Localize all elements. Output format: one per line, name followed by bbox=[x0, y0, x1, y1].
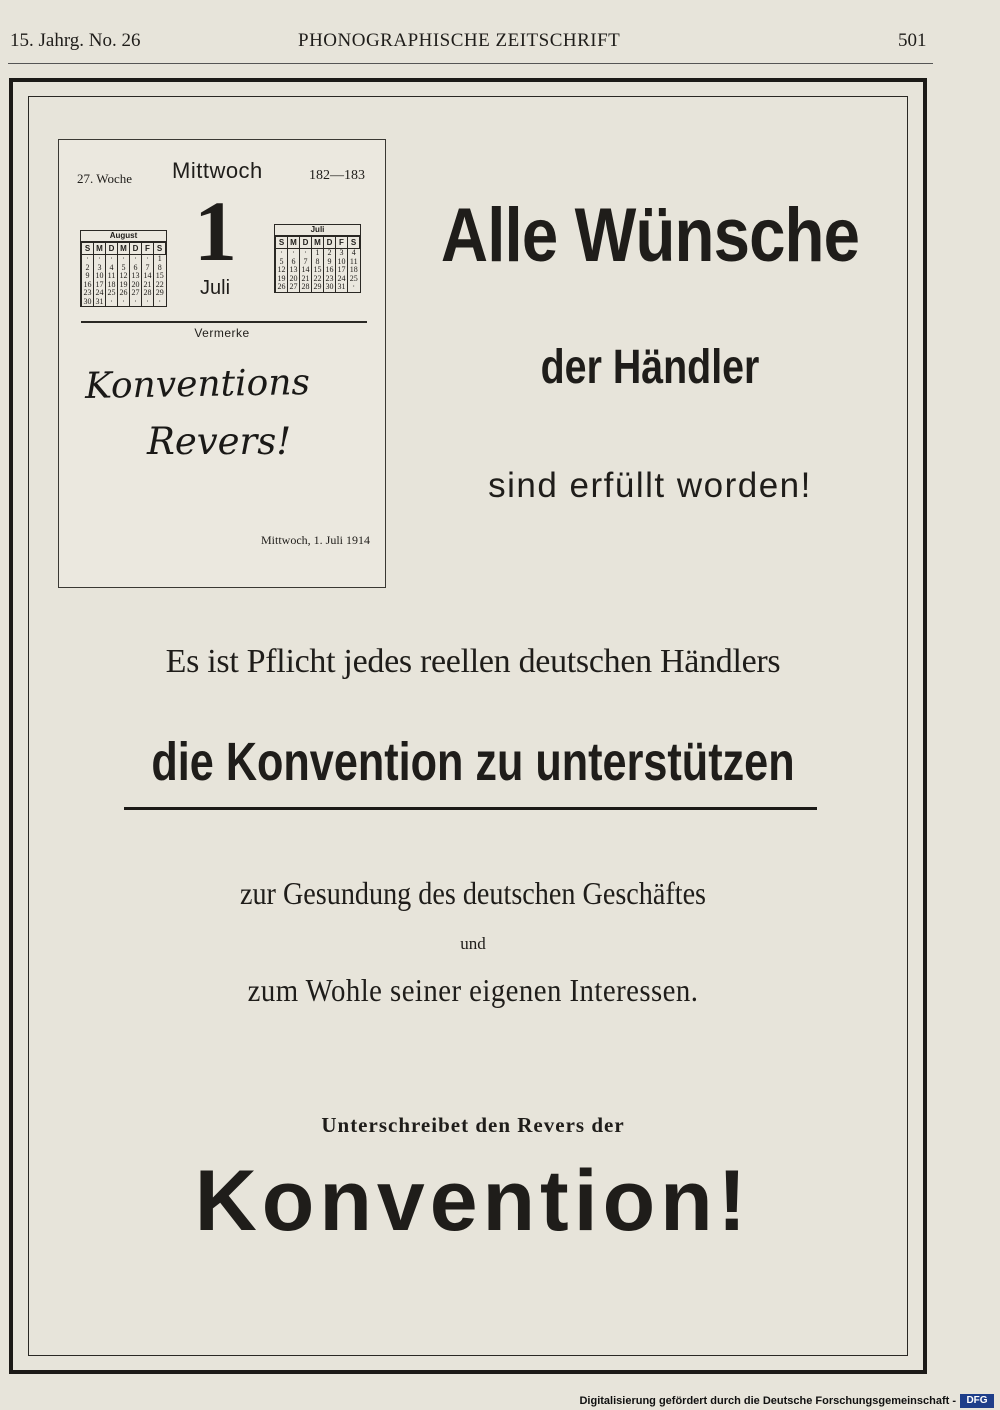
calendar-day-cell: 17 bbox=[337, 265, 346, 275]
health-statement: zur Gesundung des deutschen Geschäftes bbox=[239, 875, 707, 911]
handwritten-note-line-1: Konventions bbox=[84, 362, 311, 407]
mini-calendar-grid bbox=[81, 242, 166, 306]
calendar-day-cell: 13 bbox=[289, 265, 298, 275]
calendar-day-cell: · bbox=[130, 298, 142, 307]
weekday-header: S bbox=[348, 237, 360, 249]
weekday-header: M bbox=[118, 243, 130, 255]
calendar-month: Juli bbox=[200, 277, 231, 299]
weekday-header: D bbox=[324, 237, 336, 249]
calendar-day-cell: 27 bbox=[131, 288, 140, 298]
calendar-day-cell: 7 bbox=[142, 264, 154, 273]
weekday-header: D bbox=[300, 237, 312, 249]
calendar-day-cell: 8 bbox=[312, 258, 324, 267]
mini-calendar-grid bbox=[275, 236, 360, 292]
support-underline bbox=[124, 807, 817, 810]
calendar-day-cell: · bbox=[300, 249, 312, 258]
calendar-day-cell: 15 bbox=[313, 265, 322, 275]
calendar-day-cell: 16 bbox=[83, 279, 92, 289]
dfg-logo: DFG bbox=[960, 1394, 994, 1408]
calendar-week-row bbox=[276, 283, 360, 292]
calendar-day-cell: · bbox=[276, 249, 288, 258]
calendar-day-cell: 17 bbox=[95, 279, 104, 289]
weekday-header: M bbox=[312, 237, 324, 249]
calendar-day-cell: 4 bbox=[106, 264, 118, 273]
calendar-day-cell: 20 bbox=[289, 273, 298, 283]
calendar-day-cell: 10 bbox=[95, 271, 104, 281]
calendar-notes-label: Vermerke bbox=[194, 326, 250, 340]
calendar-weekday: Mittwoch bbox=[172, 158, 263, 183]
calendar-day-cell: · bbox=[106, 255, 118, 264]
calendar-day-cell: 12 bbox=[119, 271, 128, 281]
calendar-day-cell: 25 bbox=[107, 288, 116, 298]
duty-statement: Es ist Pflicht jedes reellen deutschen Händlers bbox=[165, 643, 781, 680]
calendar-day-cell: 24 bbox=[337, 273, 346, 283]
calendar-day-cell: · bbox=[142, 298, 154, 307]
calendar-sheet bbox=[58, 139, 386, 588]
calendar-day-cell: 29 bbox=[154, 289, 166, 298]
calendar-day-cell: 23 bbox=[325, 273, 334, 283]
calendar-day-cell: 3 bbox=[94, 264, 106, 273]
calendar-week-row bbox=[82, 298, 166, 307]
calendar-day-cell: 26 bbox=[277, 282, 286, 292]
headline: Alle Wünsche bbox=[440, 193, 860, 278]
calendar-day-cell: 31 bbox=[95, 296, 104, 306]
calendar-day-cell: 4 bbox=[348, 249, 360, 258]
calendar-day-cell: · bbox=[130, 255, 142, 264]
calendar-day-cell: 11 bbox=[106, 272, 118, 281]
calendar-day-cell: 9 bbox=[324, 258, 336, 267]
weekday-header: M bbox=[288, 237, 300, 249]
weekday-header: F bbox=[336, 237, 348, 249]
calendar-day-cell: · bbox=[348, 283, 360, 292]
calendar-week: 27. Woche bbox=[77, 171, 133, 186]
calendar-day-cell: · bbox=[154, 298, 166, 307]
calendar-day-cell: 22 bbox=[313, 273, 322, 283]
calendar-day-cell: 9 bbox=[82, 272, 94, 281]
calendar-day-cell: 28 bbox=[301, 282, 310, 292]
header-rule bbox=[8, 63, 933, 64]
calendar-day-cell: 28 bbox=[143, 288, 152, 298]
calendar-day-cell: 26 bbox=[119, 288, 128, 298]
calendar-day-cell: 30 bbox=[325, 282, 334, 292]
calendar-divider bbox=[81, 321, 367, 323]
calendar-day-cell: 11 bbox=[348, 258, 360, 267]
calendar-day-range: 182—183 bbox=[309, 168, 365, 183]
subheadline: der Händler bbox=[540, 341, 760, 394]
calendar-day-cell: 8 bbox=[154, 264, 166, 273]
calendar-day-cell: 6 bbox=[288, 258, 300, 267]
journal-title: PHONOGRAPHISCHE ZEITSCHRIFT bbox=[298, 30, 621, 51]
calendar-day-cell: 15 bbox=[154, 272, 166, 281]
weekday-header: F bbox=[142, 243, 154, 255]
handwritten-note-line-2: Revers! bbox=[147, 420, 292, 463]
closing-word: Konvention! bbox=[194, 1153, 752, 1249]
calendar-day-number: 1 bbox=[194, 183, 237, 279]
calendar-day-cell: 12 bbox=[277, 265, 286, 275]
volume-issue: 15. Jahrg. No. 26 bbox=[10, 30, 141, 51]
weekday-header: S bbox=[82, 243, 94, 255]
mini-calendar-right bbox=[274, 224, 361, 293]
calendar-day-cell: 13 bbox=[131, 271, 140, 281]
support-statement: die Konvention zu unterstützen bbox=[151, 732, 795, 792]
calendar-day-cell: 5 bbox=[276, 258, 288, 267]
calendar-day-cell: 18 bbox=[107, 279, 116, 289]
calendar-day-cell: 1 bbox=[312, 249, 324, 258]
conjunction: und bbox=[460, 934, 486, 953]
mini-calendar-left bbox=[80, 230, 167, 307]
calendar-day-cell: 25 bbox=[348, 275, 360, 284]
calendar-day-cell: 21 bbox=[301, 273, 310, 283]
calendar-day-cell: 18 bbox=[348, 266, 360, 275]
calendar-day-cell: 10 bbox=[337, 256, 346, 266]
weekday-header: S bbox=[276, 237, 288, 249]
calendar-day-cell: 3 bbox=[336, 249, 348, 258]
calendar-day-cell: 31 bbox=[337, 282, 346, 292]
mini-calendar-title: Juli bbox=[275, 225, 360, 236]
calendar-day-cell: 27 bbox=[289, 282, 298, 292]
calendar-day-cell: 14 bbox=[301, 265, 310, 275]
calendar-date-footer: Mittwoch, 1. Juli 1914 bbox=[261, 533, 371, 547]
calendar-day-cell: 20 bbox=[131, 279, 140, 289]
calendar-day-cell: · bbox=[142, 255, 154, 264]
calendar-day-cell: 14 bbox=[143, 271, 152, 281]
calendar-day-cell: 24 bbox=[95, 288, 104, 298]
calendar-day-cell: · bbox=[118, 298, 130, 307]
calendar-day-cell: · bbox=[82, 255, 94, 264]
calendar-day-cell: · bbox=[94, 255, 106, 264]
tagline: sind erfüllt worden! bbox=[488, 466, 812, 505]
calendar-day-cell: 16 bbox=[325, 265, 334, 275]
calendar-day-cell: 5 bbox=[118, 264, 130, 273]
calendar-day-cell: 19 bbox=[277, 273, 286, 283]
calendar-day-cell: 1 bbox=[154, 255, 166, 264]
weekday-header: D bbox=[106, 243, 118, 255]
calendar-day-cell: · bbox=[288, 249, 300, 258]
page-number: 501 bbox=[898, 30, 927, 51]
calendar-day-cell: 2 bbox=[82, 264, 94, 273]
calendar-day-cell: 23 bbox=[83, 288, 92, 298]
digitization-note: Digitalisierung gefördert durch die Deutsche Forschungsgemeinschaft - bbox=[579, 1395, 956, 1407]
weekday-header: M bbox=[94, 243, 106, 255]
welfare-statement: zum Wohle seiner eigenen Interessen. bbox=[247, 972, 699, 1008]
mini-calendar-title: August bbox=[81, 231, 166, 242]
weekday-header: D bbox=[130, 243, 142, 255]
calendar-day-cell: 22 bbox=[154, 281, 166, 290]
calendar-day-cell: 19 bbox=[119, 279, 128, 289]
call-to-action: Unterschreibet den Revers der bbox=[321, 1113, 625, 1137]
calendar-day-cell: 29 bbox=[313, 282, 322, 292]
calendar-day-cell: 30 bbox=[83, 296, 92, 306]
calendar-day-cell: · bbox=[118, 255, 130, 264]
calendar-day-cell: 2 bbox=[324, 249, 336, 258]
calendar-day-cell: 21 bbox=[143, 279, 152, 289]
weekday-header: S bbox=[154, 243, 166, 255]
calendar-day-cell: · bbox=[106, 298, 118, 307]
calendar-day-cell: 7 bbox=[300, 258, 312, 267]
calendar-day-cell: 6 bbox=[130, 264, 142, 273]
